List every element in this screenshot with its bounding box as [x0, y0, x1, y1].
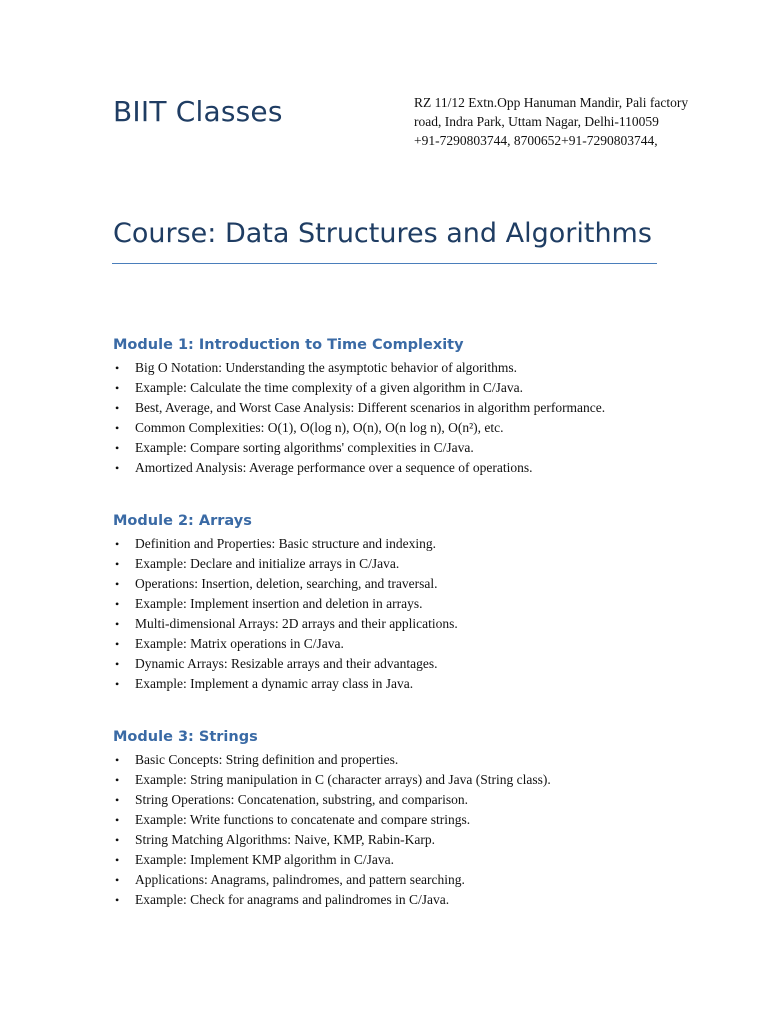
- module-3: [113, 727, 733, 910]
- list-item-text: Common Complexities: O(1), O(log n), O(n), O(n log n), O(n²), etc.: [135, 420, 504, 435]
- contact-address: [414, 93, 734, 151]
- list-item-text: Example: Calculate the time complexity of a given algorithm in C/Java.: [135, 380, 524, 395]
- list-item: [113, 810, 733, 830]
- list-item-text: Best, Average, and Worst Case Analysis: Different scenarios in algorithm performance.: [135, 400, 606, 415]
- list-item-text: Dynamic Arrays: Resizable arrays and their advantages.: [135, 656, 438, 671]
- list-item-text: Example: Check for anagrams and palindromes in C/Java.: [135, 892, 450, 907]
- list-item-text: Amortized Analysis: Average performance over a sequence of operations.: [135, 460, 533, 475]
- list-item-text: Example: Declare and initialize arrays in C/Java.: [135, 556, 400, 571]
- bullet-icon: •: [115, 873, 120, 887]
- course-title: Course: Data Structures and Algorithms: [113, 218, 652, 249]
- list-item: [113, 654, 733, 674]
- list-item-text: Example: String manipulation in C (character arrays) and Java (String class).: [135, 772, 551, 787]
- list-item: [113, 418, 733, 438]
- module-heading: Module 3: Strings: [113, 729, 258, 745]
- address-line: RZ 11/12 Extn.Opp Hanuman Mandir, Pali factory: [414, 95, 689, 110]
- list-item: [113, 534, 733, 554]
- bullet-icon: •: [115, 853, 120, 867]
- bullet-icon: •: [115, 421, 120, 435]
- list-item-text: Example: Matrix operations in C/Java.: [135, 636, 344, 651]
- address-line: road, Indra Park, Uttam Nagar, Delhi-110059: [414, 114, 659, 129]
- list-item: [113, 870, 733, 890]
- list-item-text: String Operations: Concatenation, substring, and comparison.: [135, 792, 468, 807]
- list-item: [113, 594, 733, 614]
- list-item: [113, 458, 733, 478]
- list-item-text: Example: Implement KMP algorithm in C/Java.: [135, 852, 394, 867]
- list-item-text: Multi-dimensional Arrays: 2D arrays and their applications.: [135, 616, 458, 631]
- bullet-icon: •: [115, 833, 120, 847]
- module-heading: Module 2: Arrays: [113, 513, 252, 529]
- module-topic-list: [113, 358, 733, 478]
- module-heading: Module 1: Introduction to Time Complexity: [113, 337, 464, 353]
- list-item: [113, 770, 733, 790]
- module-topic-list: [113, 534, 733, 694]
- list-item: [113, 554, 733, 574]
- list-item: [113, 574, 733, 594]
- list-item: [113, 850, 733, 870]
- list-item-text: Example: Write functions to concatenate and compare strings.: [135, 812, 471, 827]
- list-item-text: Example: Compare sorting algorithms' complexities in C/Java.: [135, 440, 474, 455]
- list-item-text: Definition and Properties: Basic structure and indexing.: [135, 536, 437, 551]
- bullet-icon: •: [115, 753, 120, 767]
- list-item: [113, 614, 733, 634]
- bullet-icon: •: [115, 813, 120, 827]
- bullet-icon: •: [115, 677, 120, 691]
- list-item: [113, 378, 733, 398]
- module-1: [113, 335, 733, 478]
- list-item: [113, 398, 733, 418]
- list-item: [113, 830, 733, 850]
- phone-line: +91-7290803744, 8700652+91-7290803744,: [414, 133, 658, 148]
- list-item: [113, 634, 733, 654]
- list-item-text: String Matching Algorithms: Naive, KMP, Rabin-Karp.: [135, 832, 435, 847]
- bullet-icon: •: [115, 597, 120, 611]
- bullet-icon: •: [115, 893, 120, 907]
- list-item: [113, 890, 733, 910]
- bullet-icon: •: [115, 401, 120, 415]
- bullet-icon: •: [115, 657, 120, 671]
- list-item-text: Applications: Anagrams, palindromes, and pattern searching.: [135, 872, 465, 887]
- list-item-text: Example: Implement a dynamic array class in Java.: [135, 676, 414, 691]
- bullet-icon: •: [115, 537, 120, 551]
- list-item: [113, 438, 733, 458]
- bullet-icon: •: [115, 773, 120, 787]
- bullet-icon: •: [115, 793, 120, 807]
- list-item-text: Basic Concepts: String definition and properties.: [135, 752, 399, 767]
- list-item: [113, 790, 733, 810]
- bullet-icon: •: [115, 577, 120, 591]
- bullet-icon: •: [115, 381, 120, 395]
- module-2: [113, 511, 733, 694]
- bullet-icon: •: [115, 637, 120, 651]
- list-item-text: Big O Notation: Understanding the asymptotic behavior of algorithms.: [135, 360, 518, 375]
- title-underline: [112, 263, 657, 264]
- list-item: [113, 750, 733, 770]
- list-item-text: Operations: Insertion, deletion, searching, and traversal.: [135, 576, 438, 591]
- bullet-icon: •: [115, 361, 120, 375]
- list-item: [113, 358, 733, 378]
- bullet-icon: •: [115, 557, 120, 571]
- brand-name: BIIT Classes: [113, 95, 283, 128]
- bullet-icon: •: [115, 617, 120, 631]
- list-item-text: Example: Implement insertion and deletion in arrays.: [135, 596, 423, 611]
- list-item: [113, 674, 733, 694]
- bullet-icon: •: [115, 441, 120, 455]
- bullet-icon: •: [115, 461, 120, 475]
- module-topic-list: [113, 750, 733, 910]
